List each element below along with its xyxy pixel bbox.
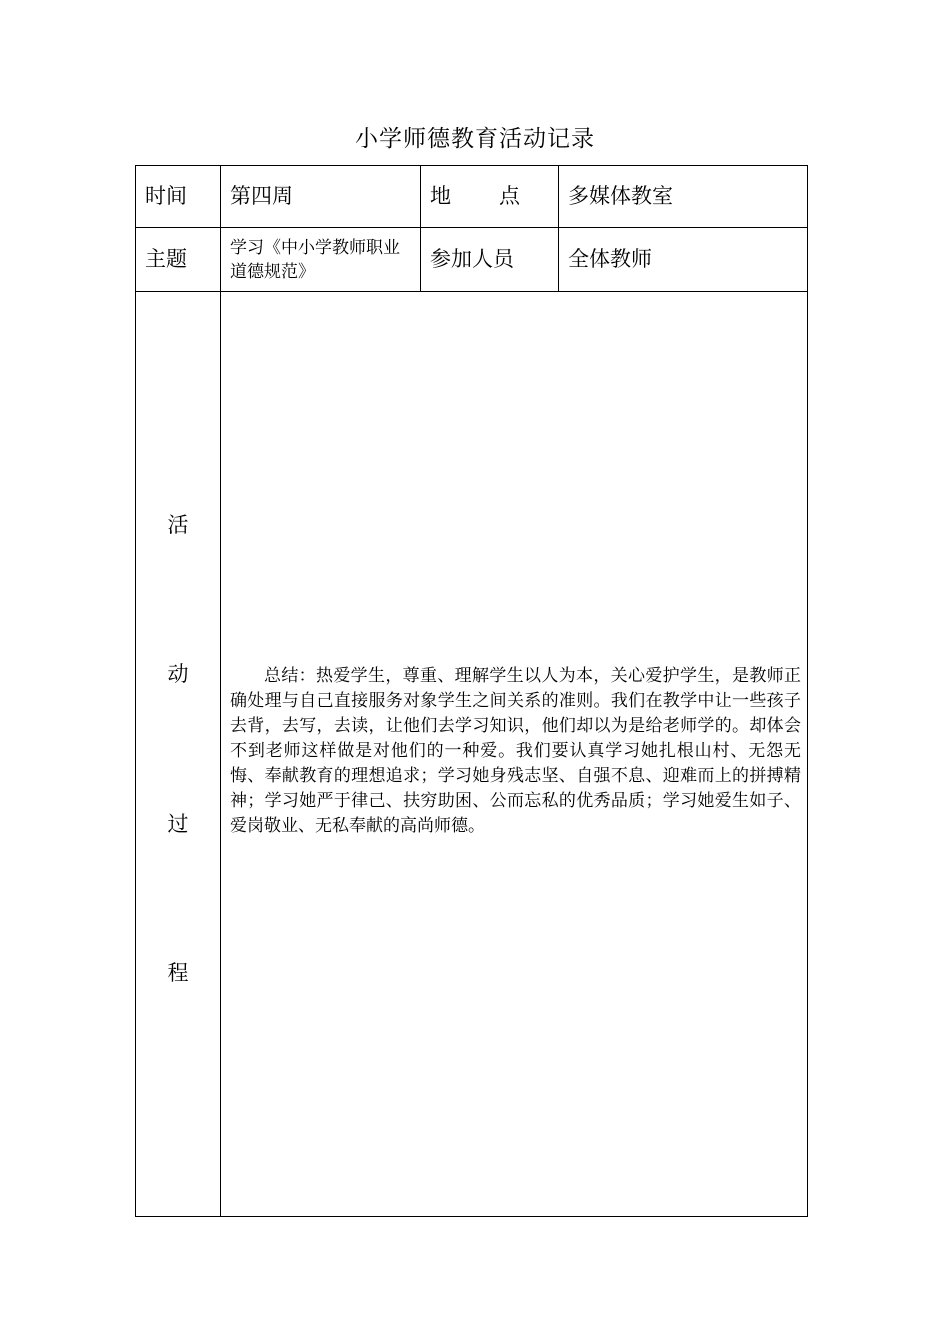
document-title: 小学师德教育活动记录 (355, 126, 595, 152)
row-process (136, 292, 808, 1217)
process-content (221, 292, 808, 1217)
process-label-char-2: 动 (167, 662, 189, 686)
activity-record-table (135, 165, 808, 1217)
place-label-char-1: 地 (430, 183, 451, 208)
participants-label: 参加人员 (421, 228, 559, 292)
process-summary-text: 总结：热爱学生，尊重、理解学生以人为本，关心爱护学生，是教师正确处理与自己直接服务对象学生之间关系的准则。我们在教学中让一些孩子去背，去写，去读，让他们去学习知识，他们却以为是给老师学的。却体会不到老师这样做是对他们的一种爱。我们要认真学习她扎根山村、无怨无悔、奉献教育的理想追求；学习她身残志坚、自强不息、迎难而上的拼搏精神；学习她严于律己、扶穷助困、公而忘私的优秀品质；学习她爱生如子、爱岗敬业、无私奉献的高尚师德。 (230, 666, 801, 836)
process-label-char-3: 过 (167, 812, 189, 836)
process-label-char-1: 活 (167, 513, 189, 537)
place-label-char-2: 点 (499, 183, 520, 208)
row-topic-participants (136, 228, 808, 292)
place-value: 多媒体教室 (559, 166, 808, 228)
process-label (136, 292, 221, 1217)
time-label: 时间 (136, 166, 221, 228)
participants-value: 全体教师 (559, 228, 808, 292)
row-time-place (136, 166, 808, 228)
process-label-char-4: 程 (167, 961, 189, 985)
place-label (421, 166, 559, 228)
time-value: 第四周 (221, 166, 421, 228)
topic-label: 主题 (136, 228, 221, 292)
topic-value: 学习《中小学教师职业道德规范》 (221, 228, 421, 292)
